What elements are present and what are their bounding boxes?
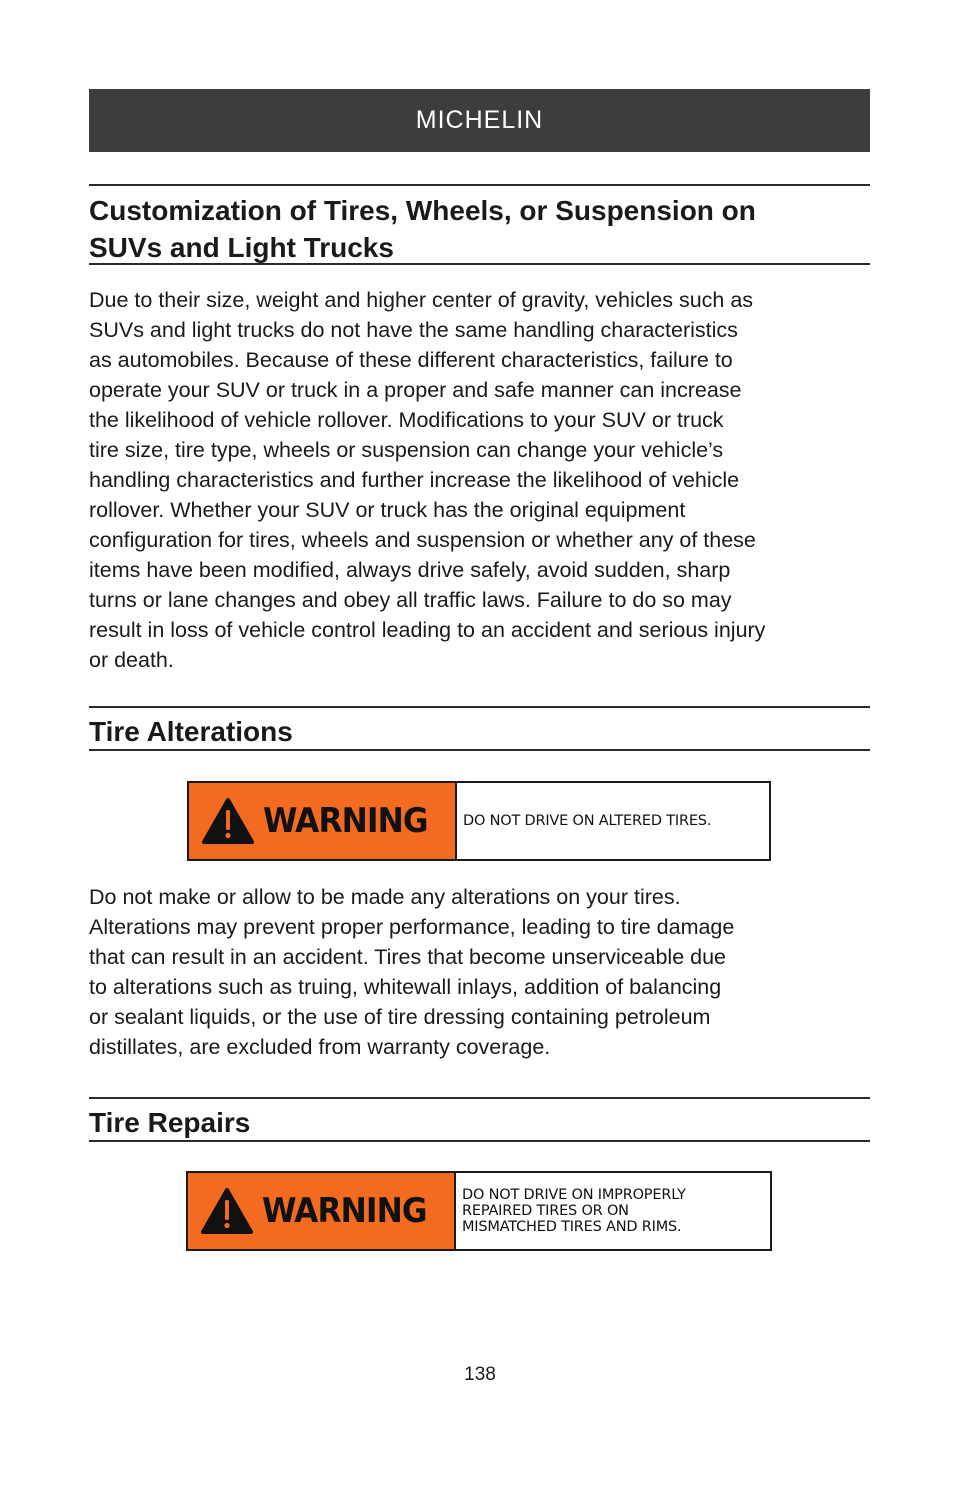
header-bar — [89, 89, 870, 152]
section-rule-bottom — [89, 263, 870, 265]
section-heading-tire-alterations: Tire Alterations — [89, 716, 293, 747]
section-rule-top — [89, 1097, 870, 1099]
section-body-tire-alterations: Do not make or allow to be made any alterations on your tires. Alterations may prevent proper performance, leading to tire damage that can result in an accident. Tires that become unserviceable due to alterations such as truing, whitewall inlays, addition of balancing or sealant liquids, or the use of tire dressing containing petroleum distillates, are excluded from warranty coverage. — [89, 885, 735, 1059]
section-rule-top — [89, 706, 870, 708]
warning-triangle-icon — [201, 797, 255, 845]
section-rule-bottom — [89, 1140, 870, 1142]
section-heading-customization: Customization of Tires, Wheels, or Suspension on SUVs and Light Trucks — [89, 195, 756, 263]
warning-label-repaired-tires — [186, 1171, 772, 1251]
warning-badge — [189, 783, 457, 859]
page-number: 138 — [464, 1364, 496, 1385]
section-rule-bottom — [89, 749, 870, 751]
warning-badge — [188, 1173, 456, 1249]
warning-message: DO NOT DRIVE ON IMPROPERLY REPAIRED TIRES OR ON MISMATCHED TIRES AND RIMS. — [462, 1187, 686, 1235]
warning-label-altered-tires — [187, 781, 771, 861]
warning-message: DO NOT DRIVE ON ALTERED TIRES. — [463, 813, 712, 829]
header-title: MICHELIN — [415, 106, 544, 134]
warning-word: WARNING — [262, 1191, 427, 1231]
warning-word: WARNING — [263, 801, 428, 841]
section-heading-tire-repairs: Tire Repairs — [89, 1107, 251, 1138]
section-rule-top — [89, 184, 870, 186]
section-body-customization: Due to their size, weight and higher center of gravity, vehicles such as SUVs and light trucks do not have the same handling characteristics as automobiles. Because of these different characteristics, failure to operate your SUV or truck in a proper and safe manner can increase the likelihood of vehicle rollover. Modifications to your SUV or truck tire size, tire type, wheels or suspension can change your vehicle’s handling characteristics and further increase the likelihood of vehicle rollover. Whether your SUV or truck has the original equipment configuration for tires, wheels and suspension or whether any of these items have been modified, always drive safely, avoid sudden, sharp turns or lane changes and obey all traffic laws. Failure to do so may result in loss of vehicle control leading to an accident and serious injury or death. — [89, 288, 766, 672]
warning-triangle-icon — [200, 1187, 254, 1235]
